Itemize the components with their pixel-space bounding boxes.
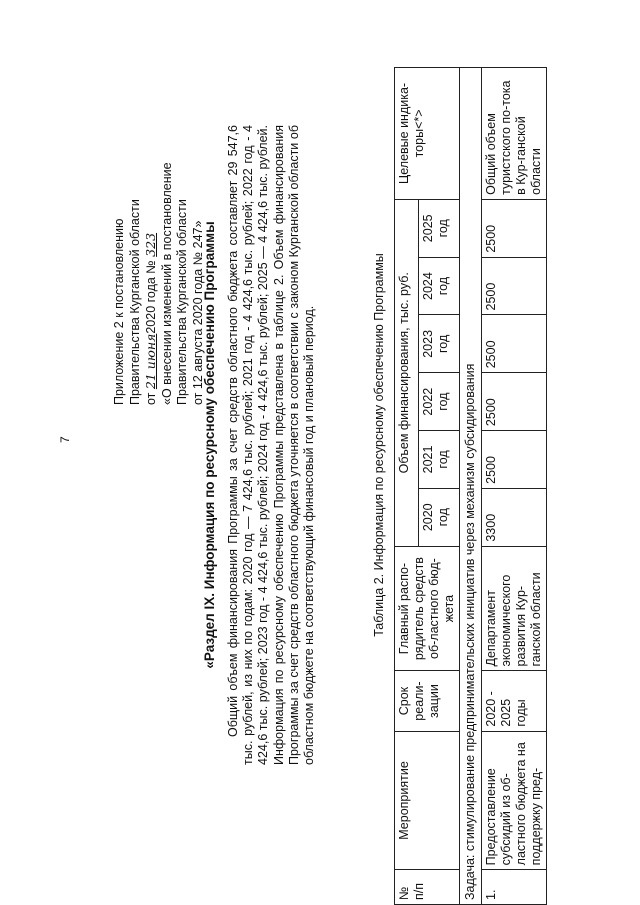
handwritten-date: 21 июня	[143, 333, 158, 390]
cell-manager: Департамент экономического развития Кур-ганской области	[482, 546, 547, 671]
appendix-date-mid: 2020 года №	[144, 256, 158, 334]
page-number: 7	[58, 436, 72, 443]
header-year: 2023 год	[418, 315, 459, 373]
header-indicators: Целевые индика-торы<*>	[395, 68, 460, 200]
cell-value: 2500	[482, 373, 547, 431]
cell-activity: Предоставление субсидий из об-ластного бюджета на поддержку пред-	[482, 731, 547, 870]
resource-table	[394, 67, 547, 905]
cell-num: 1.	[482, 870, 547, 905]
task-row	[460, 68, 482, 905]
paragraph-text: Общий объем финансирования Программы за счет средств областного бюджета составляет 29 547,6 тыс. рублей, из них по годам: 2020 год — 7 424,6 тыс. рублей; 2021 год - 4 424,6 тыс. рублей; 2022 год - 4 424,6 тыс. рублей; 2023 год - 4 424,6 тыс. рублей; 2024 год - 4 424,6 тыс. рублей; 2025 — 4 424,6 тыс. рублей. Информация по ресурсному обеспечению Программы представлена в таблице 2. Объем финансирования Программы за счет средств областного бюджета уточняется в соответствии с законом Курганской области об областном бюджете на соответствующий финансовый год и плановый период.	[226, 125, 317, 765]
header-funding: Объем финансирования, тыс. руб.	[395, 199, 419, 546]
appendix-line: Правительства Курганской области	[127, 199, 142, 405]
section-title: «Раздел IX. Информация по ресурсному обеспечению Программы	[202, 221, 217, 669]
header-year: 2022 год	[418, 373, 459, 431]
cell-term: 2020 - 2025 годы	[482, 671, 547, 731]
appendix-date-line	[143, 5, 160, 405]
header-year: 2021 год	[418, 431, 459, 489]
cell-value: 2500	[482, 315, 547, 373]
appendix-line: Приложение 2 к постановлению	[112, 218, 126, 405]
header-term: Срок реали-зации	[395, 671, 460, 731]
cell-value: 2500	[482, 199, 547, 257]
body-paragraph	[226, 125, 317, 765]
cell-value: 2500	[482, 257, 547, 315]
header-manager: Главный распо-рядитель средств об-ластного бюд-жета	[395, 546, 460, 671]
handwritten-number: 323	[143, 232, 158, 257]
header-year: 2020 год	[418, 488, 459, 546]
header-year: 2024 год	[418, 257, 459, 315]
appendix-date-prefix: от	[144, 389, 158, 405]
appendix-header	[112, 5, 206, 405]
table-row	[482, 68, 547, 905]
table-header-row	[395, 68, 419, 905]
appendix-line: «О внесении изменений в постановление	[159, 162, 174, 405]
cell-indicator: Общий объем туристского по-тока в Кур-ганской области	[482, 68, 547, 200]
cell-value: 2500	[482, 431, 547, 489]
header-num: № п/п	[395, 870, 460, 905]
header-activity: Мероприятие	[395, 731, 460, 870]
header-year: 2025 год	[418, 199, 459, 257]
cell-value: 3300	[482, 488, 547, 546]
table-caption: Таблица 2. Информация по ресурсному обеспечению Программы	[372, 253, 386, 637]
appendix-line: от 12 августа 2020 года № 247»	[190, 220, 205, 405]
appendix-line: Правительства Курганской области	[175, 199, 189, 405]
task-text: Задача: стимулирование предпринимательских инициатив через механизм субсидирования	[460, 68, 482, 905]
